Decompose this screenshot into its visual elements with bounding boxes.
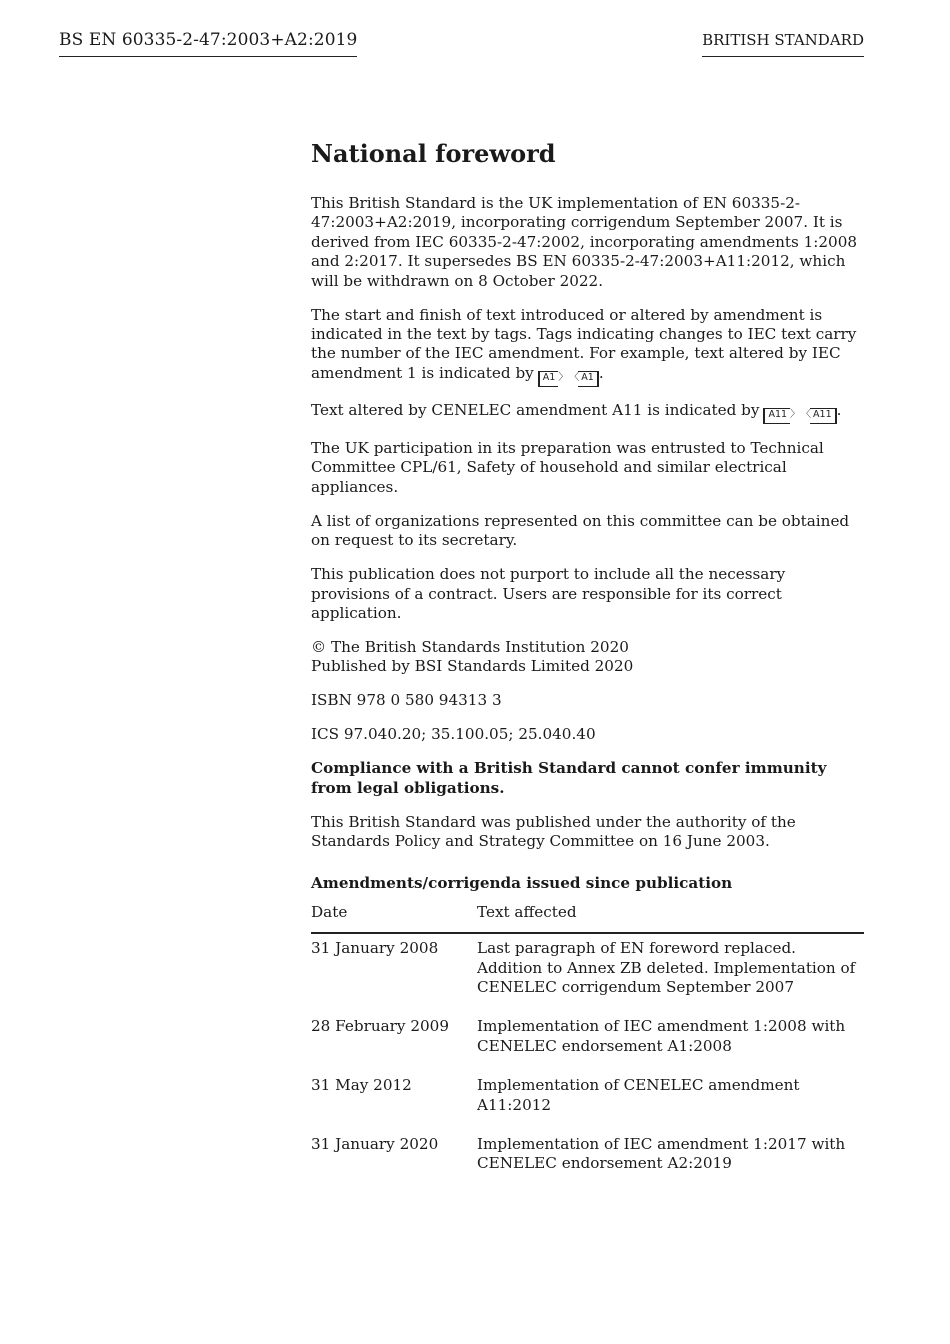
intro-paragraph: This British Standard is the UK implementation of EN 60335-2-47:2003+A2:2019, incorporating corrigendum September 2007. It is derived from IEC 60335-2-47:2002, incorporating amendments 1:2008 and 2:2017. It supersedes BS EN 60335-2-47:2003+A11:2012, which will be withdrawn on 8 October 2022. [311,194,858,290]
compliance-statement: Compliance with a British Standard cannot confer immunity from legal obligations. [311,759,827,797]
publisher-line: Published by BSI Standards Limited 2020 [311,657,634,676]
committee-paragraph: The UK participation in its preparation was entrusted to Technical Committee CPL/61, Safety of household and similar electrical appliances. [311,439,824,496]
copyright-block [311,638,866,677]
cenelec-open-tag-icon: A11 〉 [763,408,790,424]
column-header-text: Text affected [477,903,864,933]
row-date: 31 January 2020 [311,1134,439,1153]
amendments-title: Amendments/corrigenda issued since publication [311,873,733,892]
row-text: Implementation of IEC amendment 1:2008 with CENELEC endorsement A1:2008 [477,1017,846,1055]
table-row [311,1071,864,1130]
amendments-table [311,903,864,1189]
main-content [311,138,866,1189]
tags-paragraph-end: . [598,363,604,382]
ics: ICS 97.040.20; 35.100.05; 25.040.40 [311,725,596,744]
provisions-paragraph: This publication does not purport to include all the necessary provisions of a contract. Users are responsible for its correct application. [311,565,786,623]
column-header-date: Date [311,903,477,933]
tags-paragraph [311,306,866,387]
isbn: ISBN 978 0 580 94313 3 [311,691,502,710]
cenelec-paragraph-end: . [836,401,842,420]
amendment-close-tag-icon: 〈 A1 [578,371,599,387]
amendment-open-tag-icon: A1 〉 [538,371,559,387]
table-row [311,933,864,1012]
organizations-paragraph: A list of organizations represented on this committee can be obtained on request to its secretary. [311,511,850,550]
row-text: Implementation of CENELEC amendment A11:2012 [477,1076,800,1114]
cenelec-close-tag-icon: 〈 A11 [810,408,837,424]
header-label: BRITISH STANDARD [702,31,864,57]
cenelec-paragraph-text: Text altered by CENELEC amendment A11 is indicated by [311,401,760,420]
authority-paragraph: This British Standard was published under the authority of the Standards Policy and Strategy Committee on 16 June 2003. [311,812,796,851]
document-id: BS EN 60335-2-47:2003+A2:2019 [59,30,357,57]
tags-paragraph-text: The start and finish of text introduced or altered by amendment is indicated in the text by tags. Tags indicating changes to IEC text carry the number of the IEC amendment. For example, text altered by IEC amendment 1 is indicated by [311,305,857,382]
row-text: Implementation of IEC amendment 1:2017 with CENELEC endorsement A2:2019 [477,1134,846,1173]
copyright-line: © The British Standards Institution 2020 [311,638,629,657]
row-date: 28 February 2009 [311,1017,449,1036]
row-date: 31 January 2008 [311,939,439,958]
cenelec-paragraph [311,401,866,424]
table-row [311,1012,864,1071]
table-row [311,1130,864,1189]
row-text: Last paragraph of EN foreword replaced. Addition to Annex ZB deleted. Implementation of CENELEC corrigendum September 2007 [477,939,856,996]
table-header-row [311,903,864,933]
row-date: 31 May 2012 [311,1076,412,1095]
page-title: National foreword [311,139,556,168]
